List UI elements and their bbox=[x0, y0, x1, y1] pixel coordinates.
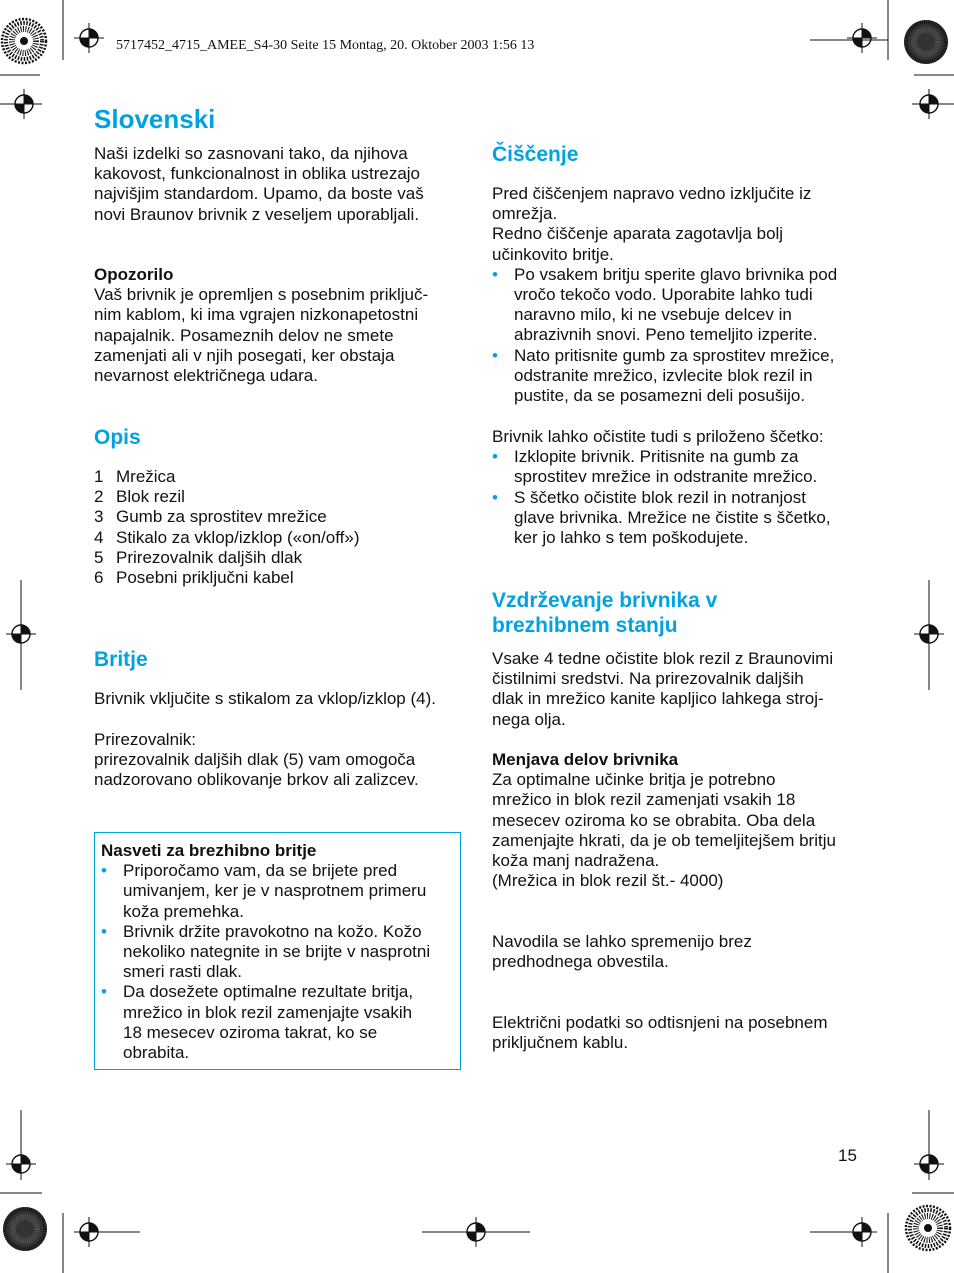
text-line: učinkovito britje. bbox=[492, 244, 614, 264]
text-line: napajalnik. Posameznih delov ne smete bbox=[94, 325, 394, 345]
text-line: Brivnik držite pravokotno na kožo. Kožo bbox=[123, 921, 422, 941]
star-target-icon bbox=[2, 19, 46, 63]
heading-line: brezhibnem stanju bbox=[492, 613, 678, 637]
registration-mark-icon bbox=[847, 23, 877, 53]
star-target-icon bbox=[906, 1206, 950, 1250]
text-line: zamenjati ali v njih posegati, ker obstaja bbox=[94, 345, 395, 365]
text-line: (Mrežica in blok rezil št.- 4000) bbox=[492, 871, 724, 891]
brush-list bbox=[492, 447, 864, 548]
cleaning-intro bbox=[492, 184, 864, 406]
registration-mark-icon bbox=[461, 1217, 491, 1247]
text-line: Po vsakem britju sperite glavo brivnika pod bbox=[514, 264, 838, 284]
item-number: 2 bbox=[94, 487, 104, 507]
text-line: dlak in mrežico kanite kapljico lahkega stroj- bbox=[492, 689, 824, 709]
text-line: predhodnega obvestila. bbox=[492, 952, 669, 972]
text-line: Priporočamo vam, da se brijete pred bbox=[123, 861, 398, 881]
registration-mark-icon bbox=[914, 1149, 944, 1179]
text-line: vročo tekočo vodo. Uporabite lahko tudi bbox=[514, 285, 813, 305]
item-number: 3 bbox=[94, 507, 104, 527]
warning-section bbox=[94, 265, 464, 386]
trimmer-section bbox=[94, 730, 464, 791]
tips-list bbox=[101, 861, 454, 1063]
list-item bbox=[492, 346, 864, 407]
text-line: nekoliko nategnite in se brijte v nasprotni bbox=[123, 942, 431, 962]
text-line: nim kablom, ki ima vgrajen nizkonapetostni bbox=[94, 305, 419, 325]
item-number: 6 bbox=[94, 568, 104, 588]
list-item bbox=[492, 265, 864, 346]
list-item bbox=[94, 548, 464, 568]
text-line: omrežja. bbox=[492, 204, 558, 224]
text-line: sprostitev mrežice in odstranite mrežico. bbox=[514, 467, 818, 487]
list-item bbox=[492, 447, 864, 487]
text-line: najvišjim standardom. Upamo, da boste vaš bbox=[94, 184, 424, 204]
tips-heading: Nasveti za brezhibno britje bbox=[101, 841, 317, 860]
shaving-text: Brivnik vključite s stikalom za vklop/izklop (4). bbox=[94, 689, 436, 708]
list-item bbox=[101, 982, 454, 1063]
text-line: 18 mesecev oziroma takrat, ko se bbox=[123, 1022, 378, 1042]
list-item bbox=[94, 507, 464, 527]
text-line: zamenjajte hkrati, da je ob temeljitejšem britju bbox=[492, 830, 836, 850]
text-line: nega olja. bbox=[492, 709, 566, 729]
item-number: 4 bbox=[94, 527, 104, 547]
star-target-icon bbox=[3, 1207, 47, 1251]
parts-replacement-section bbox=[492, 750, 864, 891]
list-item bbox=[492, 488, 864, 549]
electrical-data-text bbox=[492, 1013, 864, 1053]
text-line: mrežico in blok rezil zamenjati vsakih 18 bbox=[492, 790, 796, 810]
brush-intro: Brivnik lahko očistite tudi s priloženo ščetko: bbox=[492, 427, 824, 446]
text-line: nevarnost električnega udara. bbox=[94, 366, 318, 386]
registration-mark-icon bbox=[914, 619, 944, 649]
parts-heading: Menjava delov brivnika bbox=[492, 750, 679, 769]
print-slug-line: 5717452_4715_AMEE_S4-30 Seite 15 Montag, 20. Oktober 2003 1:56 13 bbox=[116, 38, 535, 53]
registration-mark-icon bbox=[9, 89, 39, 119]
heading-line: Vzdrževanje brivnika v bbox=[492, 589, 718, 612]
text-line: umivanjem, ker je v nasprotnem primeru bbox=[123, 881, 427, 901]
item-text: Posebni priključni kabel bbox=[116, 568, 294, 588]
registration-mark-icon bbox=[74, 23, 104, 53]
text-line: mrežico in blok rezil zamenjajte vsakih bbox=[123, 1002, 413, 1022]
text-line: smeri rasti dlak. bbox=[123, 962, 243, 982]
text-line: abrazivnih snovi. Peno temeljito izperite. bbox=[514, 325, 818, 345]
list-item bbox=[101, 922, 454, 983]
list-item bbox=[94, 467, 464, 487]
item-text: Stikalo za vklop/izklop («on/off») bbox=[116, 527, 360, 547]
text-line: čistilnimi sredstvi. Na prirezovalnik daljših bbox=[492, 669, 804, 689]
text-line: Vaš brivnik je opremljen s posebnim priključ- bbox=[94, 285, 429, 305]
text-line: mesecev oziroma ko se obrabita. Oba dela bbox=[492, 810, 816, 830]
list-item bbox=[94, 487, 464, 507]
text-line: obrabita. bbox=[123, 1043, 190, 1063]
description-heading: Opis bbox=[94, 426, 141, 449]
cleaning-heading: Čiščenje bbox=[492, 143, 579, 166]
text-line: Električni podatki so odtisnjeni na posebnem bbox=[492, 1013, 828, 1032]
shaving-heading: Britje bbox=[94, 648, 148, 671]
page-title: Slovenski bbox=[94, 104, 216, 134]
registration-mark-icon bbox=[847, 1217, 877, 1247]
trimmer-label: Prirezovalnik: bbox=[94, 730, 197, 749]
maintenance-text bbox=[492, 649, 864, 730]
page-number: 15 bbox=[838, 1146, 857, 1165]
text-line: nadzorovano oblikovanje brkov ali zalizcev. bbox=[94, 770, 419, 790]
text-line: kakovost, funkcionalnost in oblika ustrezajo bbox=[94, 164, 421, 184]
registration-mark-icon bbox=[914, 89, 944, 119]
text-line: glave brivnika. Mrežice ne čistite s ščetko, bbox=[514, 507, 831, 527]
intro-paragraph bbox=[94, 144, 464, 225]
text-line: koža manj nadražena. bbox=[492, 851, 660, 871]
text-line: prirezovalnik daljših dlak (5) vam omogoča bbox=[94, 750, 416, 770]
shaving-tips-box bbox=[94, 832, 461, 1070]
maintenance-heading bbox=[492, 589, 864, 638]
text-line: Za optimalne učinke britja je potrebno bbox=[492, 770, 776, 790]
item-text: Gumb za sprostitev mrežice bbox=[116, 507, 327, 527]
star-target-icon bbox=[904, 20, 948, 64]
registration-mark-icon bbox=[6, 1149, 36, 1179]
item-number: 1 bbox=[94, 467, 104, 486]
text-line: naravno milo, ki ne vsebuje delcev in bbox=[514, 305, 792, 325]
list-item bbox=[94, 568, 464, 588]
text-line: Nato pritisnite gumb za sprostitev mrežice, bbox=[514, 345, 835, 365]
registration-mark-icon bbox=[74, 1217, 104, 1247]
parts-list bbox=[94, 467, 464, 588]
registration-mark-icon bbox=[6, 619, 36, 649]
text-line: koža premehka. bbox=[123, 901, 244, 921]
brush-cleaning-section bbox=[492, 427, 864, 548]
text-line: Izklopite brivnik. Pritisnite na gumb za bbox=[514, 447, 799, 467]
text-line: Naši izdelki so zasnovani tako, da njihova bbox=[94, 144, 408, 163]
text-line: Redno čiščenje aparata zagotavlja bolj bbox=[492, 224, 784, 244]
warning-heading: Opozorilo bbox=[94, 265, 174, 284]
list-item bbox=[101, 861, 454, 922]
cleaning-list bbox=[492, 265, 864, 406]
notice-text bbox=[492, 932, 864, 972]
item-text: Prirezovalnik daljših dlak bbox=[116, 547, 303, 567]
text-line: S ščetko očistite blok rezil in notranjost bbox=[514, 487, 806, 507]
text-line: priključnem kablu. bbox=[492, 1033, 629, 1053]
text-line: pustite, da se posamezni deli posušijo. bbox=[514, 386, 806, 406]
text-line: Pred čiščenjem napravo vedno izključite iz bbox=[492, 184, 812, 203]
text-line: ker jo lahko s tem poškodujete. bbox=[514, 528, 749, 548]
item-text: Blok rezil bbox=[116, 487, 185, 507]
text-line: novi Braunov brivnik z veseljem uporabljali. bbox=[94, 204, 420, 224]
item-number: 5 bbox=[94, 547, 104, 567]
list-item bbox=[94, 528, 464, 548]
text-line: Da dosežete optimalne rezultate britja, bbox=[123, 982, 414, 1002]
text-line: Navodila se lahko spremenijo brez bbox=[492, 932, 752, 951]
text-line: odstranite mrežico, izvlecite blok rezil in bbox=[514, 365, 813, 385]
text-line: Vsake 4 tedne očistite blok rezil z Braunovimi bbox=[492, 649, 834, 668]
item-text: Mrežica bbox=[116, 467, 176, 486]
